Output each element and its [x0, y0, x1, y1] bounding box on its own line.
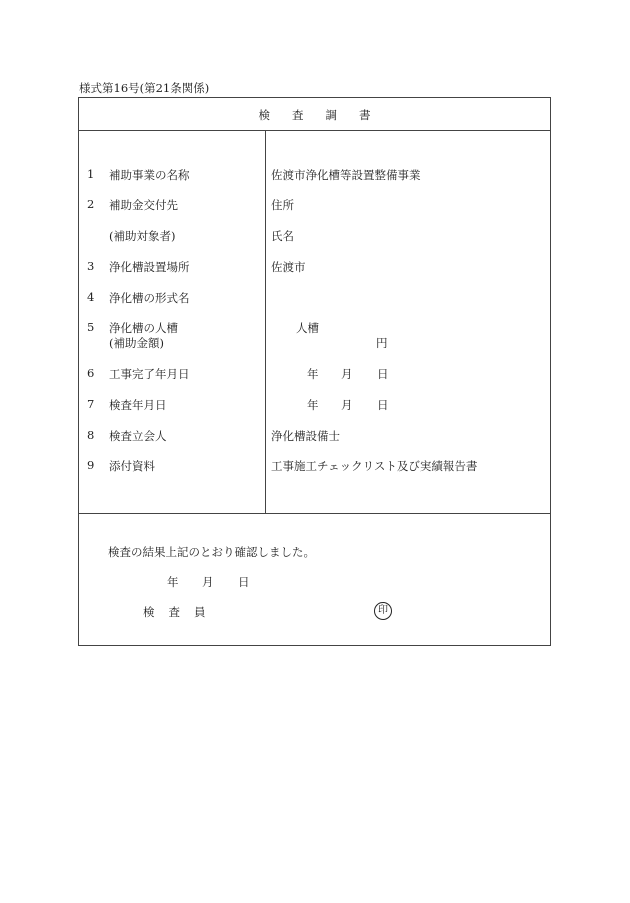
- inspector-label: [143, 604, 206, 620]
- date-year: 年: [167, 575, 179, 589]
- item-label: 補助事業の名称: [109, 168, 190, 182]
- divider: [79, 130, 550, 131]
- item-sublabel: (補助金額): [109, 336, 164, 350]
- item-value: 工事施工チェックリスト及び実績報告書: [271, 459, 478, 473]
- item-number: 2: [87, 197, 95, 211]
- item-label: 浄化槽設置場所: [109, 260, 190, 274]
- title-char: 調: [325, 108, 337, 122]
- item-label: 浄化槽の人槽: [109, 321, 178, 335]
- date-year: 年: [307, 367, 319, 381]
- inspector-label-char: 検: [143, 605, 155, 619]
- date-day: 日: [238, 575, 250, 589]
- date-year: 年: [307, 398, 319, 412]
- item-value: 人槽: [296, 321, 319, 335]
- item-number: 1: [87, 167, 95, 181]
- form-title: [79, 107, 550, 123]
- item-value: 佐渡市浄化槽等設置整備事業: [271, 168, 421, 182]
- date-day: 日: [377, 367, 389, 381]
- item-value-unit: 円: [376, 336, 388, 350]
- confirmation-statement: 検査の結果上記のとおり確認しました。: [108, 545, 315, 559]
- item-number: 4: [87, 290, 95, 304]
- form-number: 様式第16号(第21条関係): [79, 81, 210, 95]
- column-divider: [265, 130, 266, 513]
- item-label: 補助金交付先: [109, 198, 178, 212]
- date-day: 日: [377, 398, 389, 412]
- item-number: 8: [87, 428, 95, 442]
- title-char: 書: [359, 108, 371, 122]
- item-label: 浄化槽の形式名: [109, 291, 190, 305]
- inspector-label-char: 査: [168, 605, 180, 619]
- item-label: 工事完了年月日: [109, 367, 190, 381]
- title-char: 検: [258, 108, 270, 122]
- item-value: 佐渡市: [271, 260, 306, 274]
- date-month: 月: [341, 398, 353, 412]
- item-label: 検査立会人: [109, 429, 167, 443]
- item-label: (補助対象者): [109, 229, 176, 243]
- item-number: 7: [87, 397, 95, 411]
- inspector-label-char: 員: [194, 605, 206, 619]
- item-value: 氏名: [271, 229, 294, 243]
- item-number: 9: [87, 458, 95, 472]
- item-value: 浄化槽設備士: [271, 429, 340, 443]
- item-number: 6: [87, 366, 95, 380]
- item-number: 5: [87, 320, 95, 334]
- date-month: 月: [202, 575, 214, 589]
- item-label: 検査年月日: [109, 398, 167, 412]
- seal-mark: [374, 602, 392, 620]
- item-value: 住所: [271, 198, 294, 212]
- divider: [79, 513, 550, 514]
- title-char: 査: [292, 108, 304, 122]
- date-month: 月: [341, 367, 353, 381]
- seal-icon: 印: [374, 602, 392, 620]
- item-number: 3: [87, 259, 95, 273]
- item-label: 添付資料: [109, 459, 155, 473]
- inspection-form-table: [78, 97, 551, 646]
